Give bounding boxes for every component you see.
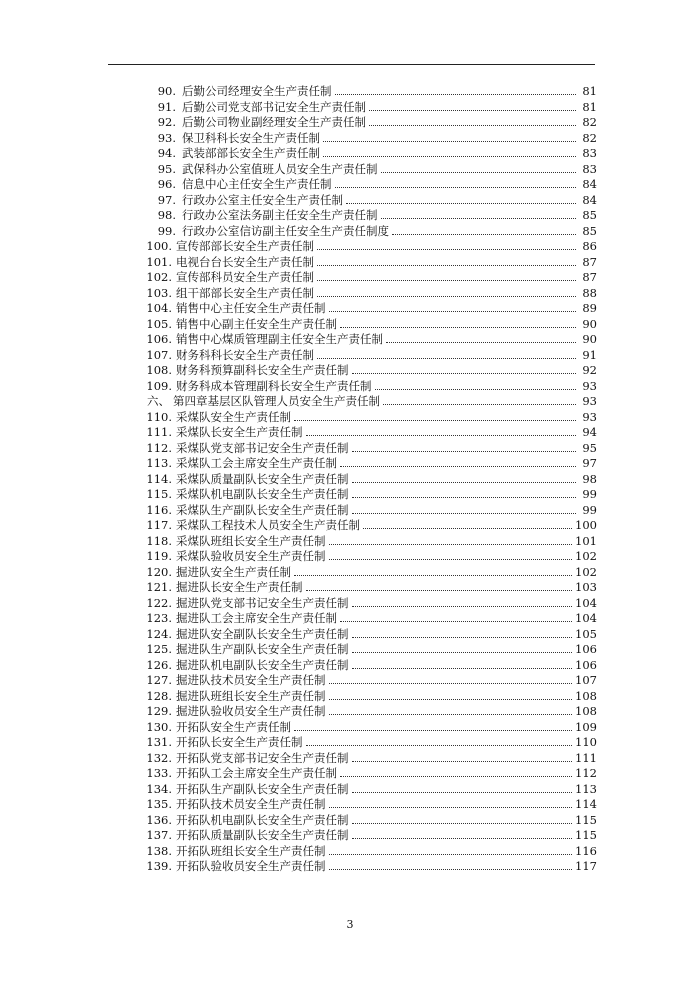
toc-entry-title: 掘进队长安全生产责任制 xyxy=(176,580,303,594)
toc-dot-leader xyxy=(340,775,572,777)
toc-entry-title: 采煤队工程技术人员安全生产责任制 xyxy=(176,518,360,532)
toc-entry-page: 102 xyxy=(575,564,597,579)
page-number: 3 xyxy=(346,918,354,931)
toc-entry-number: 99. xyxy=(157,223,176,238)
toc-entry[interactable] xyxy=(146,764,597,780)
toc-entry[interactable] xyxy=(150,206,597,222)
toc-entry[interactable] xyxy=(146,361,597,377)
toc-entry-page: 110 xyxy=(575,735,597,749)
toc-entry-title: 财务科预算副科长安全生产责任制 xyxy=(176,363,349,377)
toc-dot-leader xyxy=(306,744,573,746)
toc-entry-page: 117 xyxy=(575,859,597,873)
toc-dot-leader xyxy=(375,388,577,390)
toc-dot-leader xyxy=(352,760,573,762)
toc-dot-leader xyxy=(346,202,576,204)
toc-entry-number: 134. xyxy=(146,781,172,796)
toc-entry-number: 135. xyxy=(146,797,172,811)
toc-entry[interactable] xyxy=(146,408,597,424)
toc-entry-page: 86 xyxy=(582,239,597,253)
toc-entry[interactable] xyxy=(146,718,597,734)
toc-entry-title: 采煤队验收员安全生产责任制 xyxy=(176,549,326,563)
toc-dot-leader xyxy=(329,698,573,700)
toc-entry-number: 109. xyxy=(146,378,172,393)
toc-entry[interactable] xyxy=(146,749,597,765)
toc-dot-leader xyxy=(352,822,573,824)
toc-entry[interactable] xyxy=(146,656,597,672)
toc-entry-title: 掘进队验收员安全生产责任制 xyxy=(176,704,326,718)
toc-entry-page: 99 xyxy=(582,502,597,517)
toc-entry[interactable] xyxy=(146,826,597,842)
toc-dot-leader xyxy=(306,434,577,436)
toc-entry-page: 81 xyxy=(582,99,597,114)
toc-entry-page: 81 xyxy=(582,84,597,98)
toc-section-heading[interactable] xyxy=(147,392,597,408)
toc-entry-page: 97 xyxy=(582,456,597,470)
toc-entry-title: 销售中心副主任安全生产责任制 xyxy=(176,316,337,331)
toc-entry-title: 开拓队验收员安全生产责任制 xyxy=(176,859,326,873)
toc-entry-title: 信息中心主任安全生产责任制 xyxy=(182,177,332,191)
toc-dot-leader xyxy=(329,310,577,312)
toc-entry-title: 掘进队技术员安全生产责任制 xyxy=(176,673,326,687)
toc-entry-page: 115 xyxy=(575,812,597,827)
toc-entry-number: 116. xyxy=(146,502,172,517)
toc-entry-number: 123. xyxy=(146,611,172,625)
toc-entry-number: 90. xyxy=(157,84,176,98)
toc-entry[interactable] xyxy=(146,377,597,393)
toc-entry-title: 掘进队生产副队长安全生产责任制 xyxy=(176,642,349,656)
toc-dot-leader xyxy=(294,729,572,731)
toc-entry-page: 84 xyxy=(582,192,597,207)
toc-entry-page: 100 xyxy=(575,518,597,532)
toc-entry-number: 113. xyxy=(146,456,172,470)
toc-dot-leader xyxy=(386,341,576,343)
toc-entry-number: 111. xyxy=(146,425,172,439)
toc-entry-page: 107 xyxy=(575,673,597,687)
toc-entry[interactable] xyxy=(146,842,597,858)
toc-entry-page: 94 xyxy=(582,425,597,439)
toc-entry-title: 后勤公司经理安全生产责任制 xyxy=(182,84,332,98)
header-rule xyxy=(108,64,595,65)
toc-dot-leader xyxy=(369,124,576,126)
toc-entry-page: 93 xyxy=(582,378,597,393)
toc-entry-title: 武装部部长安全生产责任制 xyxy=(182,146,320,160)
toc-entry[interactable] xyxy=(146,423,597,439)
toc-entry-page: 91 xyxy=(582,347,597,362)
toc-entry-page: 109 xyxy=(575,719,597,734)
toc-entry-title: 开拓队班组长安全生产责任制 xyxy=(176,843,326,858)
toc-entry-page: 105 xyxy=(575,626,597,641)
toc-entry-title: 财务科科长安全生产责任制 xyxy=(176,347,314,362)
toc-dot-leader xyxy=(352,651,573,653)
toc-entry-page: 114 xyxy=(575,797,597,811)
toc-entry-number: 101. xyxy=(146,254,172,269)
toc-entry[interactable] xyxy=(146,237,597,253)
toc-dot-leader xyxy=(381,171,577,173)
toc-entry-page: 88 xyxy=(582,285,597,300)
toc-dot-leader xyxy=(369,109,576,111)
toc-entry-number: 六、 xyxy=(147,394,170,408)
toc-entry-number: 114. xyxy=(146,471,172,486)
toc-entry[interactable] xyxy=(146,795,597,811)
toc-entry-page: 101 xyxy=(575,533,597,548)
toc-entry-page: 113 xyxy=(575,781,597,796)
toc-entry[interactable] xyxy=(146,811,597,827)
toc-entry[interactable] xyxy=(146,439,597,455)
toc-entry-page: 103 xyxy=(575,580,597,594)
toc-entry-number: 102. xyxy=(146,270,172,284)
toc-entry-number: 133. xyxy=(146,766,172,780)
toc-entry-title: 后勤公司物业副经理安全生产责任制 xyxy=(182,115,366,129)
toc-dot-leader xyxy=(340,465,576,467)
toc-entry[interactable] xyxy=(146,299,597,315)
toc-entry-number: 95. xyxy=(157,161,176,176)
toc-entry[interactable] xyxy=(150,129,597,145)
toc-entry[interactable] xyxy=(150,175,597,191)
toc-entry-page: 116 xyxy=(575,843,597,858)
toc-entry-number: 97. xyxy=(157,192,176,207)
toc-entry[interactable] xyxy=(146,268,597,284)
toc-entry[interactable] xyxy=(146,315,597,331)
toc-entry-page: 93 xyxy=(582,409,597,424)
toc-entry[interactable] xyxy=(146,532,597,548)
toc-entry-number: 121. xyxy=(146,580,172,594)
toc-dot-leader xyxy=(392,233,576,235)
toc-entry-number: 138. xyxy=(146,843,172,858)
toc-dot-leader xyxy=(363,527,572,529)
toc-entry-page: 92 xyxy=(582,363,597,377)
toc-entry-title: 采煤队班组长安全生产责任制 xyxy=(176,533,326,548)
toc-dot-leader xyxy=(329,868,573,870)
toc-entry-number: 117. xyxy=(146,518,172,532)
toc-dot-leader xyxy=(383,403,576,405)
toc-entry[interactable] xyxy=(146,578,597,594)
toc-entry[interactable] xyxy=(150,191,597,207)
toc-entry-title: 采煤队生产副队长安全生产责任制 xyxy=(176,502,349,517)
toc-entry-page: 99 xyxy=(582,487,597,501)
toc-entry-page: 89 xyxy=(582,301,597,315)
toc-entry-title: 销售中心主任安全生产责任制 xyxy=(176,301,326,315)
toc-dot-leader xyxy=(352,496,577,498)
toc-entry-title: 开拓队安全生产责任制 xyxy=(176,719,291,734)
toc-dot-leader xyxy=(329,682,573,684)
toc-entry[interactable] xyxy=(146,516,597,532)
toc-entry-page: 90 xyxy=(582,316,597,331)
toc-entry-title: 后勤公司党支部书记安全生产责任制 xyxy=(182,99,366,114)
toc-entry-number: 105. xyxy=(146,316,172,331)
toc-entry-title: 采煤队安全生产责任制 xyxy=(176,409,291,424)
toc-dot-leader xyxy=(352,636,573,638)
toc-entry-number: 100. xyxy=(146,239,172,253)
toc-dot-leader xyxy=(317,264,576,266)
toc-entry-title: 开拓队长安全生产责任制 xyxy=(176,735,303,749)
toc-dot-leader xyxy=(335,186,577,188)
toc-dot-leader xyxy=(329,806,573,808)
toc-entry-number: 136. xyxy=(146,812,172,827)
toc-entry[interactable] xyxy=(146,609,597,625)
toc-dot-leader xyxy=(329,558,573,560)
toc-entry-title: 保卫科科长安全生产责任制 xyxy=(182,130,320,145)
toc-dot-leader xyxy=(294,419,576,421)
toc-entry-page: 95 xyxy=(582,440,597,455)
toc-entry-page: 106 xyxy=(575,657,597,672)
toc-entry-page: 82 xyxy=(582,115,597,129)
toc-entry-page: 82 xyxy=(582,130,597,145)
toc-entry-title: 掘进队工会主席安全生产责任制 xyxy=(176,611,337,625)
toc-entry-title: 财务科成本管理副科长安全生产责任制 xyxy=(176,378,372,393)
toc-entry-title: 开拓队机电副队长安全生产责任制 xyxy=(176,812,349,827)
toc-entry-page: 104 xyxy=(575,595,597,610)
toc-entry-page: 93 xyxy=(582,394,597,408)
toc-entry[interactable] xyxy=(146,253,597,269)
toc-entry[interactable] xyxy=(150,82,597,98)
toc-entry-page: 87 xyxy=(582,270,597,284)
toc-entry-page: 83 xyxy=(582,146,597,160)
toc-entry[interactable] xyxy=(146,501,597,517)
toc-entry[interactable] xyxy=(146,702,597,718)
toc-entry[interactable] xyxy=(146,687,597,703)
toc-entry-number: 127. xyxy=(146,673,172,687)
toc-entry[interactable] xyxy=(150,98,597,114)
toc-entry-page: 83 xyxy=(582,161,597,176)
toc-entry-title: 采煤队工会主席安全生产责任制 xyxy=(176,456,337,470)
toc-entry-title: 第四章基层区队管理人员安全生产责任制 xyxy=(173,394,380,408)
toc-entry-number: 96. xyxy=(157,177,176,191)
toc-dot-leader xyxy=(352,481,577,483)
toc-entry[interactable] xyxy=(146,330,597,346)
toc-entry[interactable] xyxy=(146,594,597,610)
toc-entry[interactable] xyxy=(146,780,597,796)
toc-entry-number: 118. xyxy=(146,533,172,548)
toc-dot-leader xyxy=(317,357,576,359)
toc-entry-number: 98. xyxy=(157,208,176,222)
toc-entry-number: 91. xyxy=(157,99,176,114)
toc-entry-number: 94. xyxy=(157,146,176,160)
toc-entry-page: 84 xyxy=(582,177,597,191)
toc-entry-number: 108. xyxy=(146,363,172,377)
toc-entry[interactable] xyxy=(146,346,597,362)
toc-entry-title: 采煤队质量副队长安全生产责任制 xyxy=(176,471,349,486)
toc-entry-title: 掘进队党支部书记安全生产责任制 xyxy=(176,595,349,610)
toc-entry-title: 采煤队长安全生产责任制 xyxy=(176,425,303,439)
toc-entry[interactable] xyxy=(146,563,597,579)
toc-entry[interactable] xyxy=(150,222,597,238)
toc-dot-leader xyxy=(329,853,573,855)
toc-entry-page: 108 xyxy=(575,704,597,718)
toc-entry-title: 开拓队质量副队长安全生产责任制 xyxy=(176,828,349,842)
toc-entry-number: 107. xyxy=(146,347,172,362)
toc-entry-number: 130. xyxy=(146,719,172,734)
toc-entry-title: 掘进队机电副队长安全生产责任制 xyxy=(176,657,349,672)
toc-entry-number: 126. xyxy=(146,657,172,672)
toc-entry-title: 采煤队机电副队长安全生产责任制 xyxy=(176,487,349,501)
toc-entry-page: 106 xyxy=(575,642,597,656)
toc-dot-leader xyxy=(329,713,573,715)
toc-dot-leader xyxy=(340,620,572,622)
toc-entry-number: 112. xyxy=(146,440,172,455)
toc-entry-title: 开拓队技术员安全生产责任制 xyxy=(176,797,326,811)
toc-entry[interactable] xyxy=(146,485,597,501)
toc-entry-title: 掘进队安全副队长安全生产责任制 xyxy=(176,626,349,641)
toc-entry-number: 106. xyxy=(146,332,172,346)
toc-entry-title: 销售中心煤质管理副主任安全生产责任制 xyxy=(176,332,383,346)
toc-entry-title: 行政办公室信访副主任安全生产责任制度 xyxy=(182,223,389,238)
toc-entry-title: 开拓队工会主席安全生产责任制 xyxy=(176,766,337,780)
toc-entry[interactable] xyxy=(150,113,597,129)
toc-entry-number: 124. xyxy=(146,626,172,641)
toc-entry-title: 开拓队生产副队长安全生产责任制 xyxy=(176,781,349,796)
toc-entry-page: 108 xyxy=(575,688,597,703)
toc-dot-leader xyxy=(323,140,576,142)
toc-entry-number: 103. xyxy=(146,285,172,300)
toc-dot-leader xyxy=(352,372,577,374)
toc-entry[interactable] xyxy=(146,470,597,486)
toc-entry-number: 119. xyxy=(146,549,172,563)
toc-entry[interactable] xyxy=(146,454,597,470)
toc-entry[interactable] xyxy=(146,671,597,687)
toc-entry-page: 111 xyxy=(575,750,597,765)
toc-entry-page: 87 xyxy=(582,254,597,269)
toc-entry-page: 112 xyxy=(575,766,597,780)
toc-entry-number: 110. xyxy=(146,409,172,424)
toc-entry-number: 131. xyxy=(146,735,172,749)
toc-entry-page: 102 xyxy=(575,549,597,563)
toc-entry-number: 104. xyxy=(146,301,172,315)
toc-dot-leader xyxy=(352,667,573,669)
toc-entry-title: 掘进队班组长安全生产责任制 xyxy=(176,688,326,703)
toc-dot-leader xyxy=(340,326,576,328)
toc-entry-number: 125. xyxy=(146,642,172,656)
toc-entry-number: 115. xyxy=(146,487,172,501)
toc-entry-title: 组干部部长安全生产责任制 xyxy=(176,285,314,300)
toc-entry-number: 128. xyxy=(146,688,172,703)
toc-dot-leader xyxy=(352,605,573,607)
toc-dot-leader xyxy=(329,543,573,545)
toc-entry-title: 掘进队安全生产责任制 xyxy=(176,564,291,579)
toc-entry-title: 电视台台长安全生产责任制 xyxy=(176,254,314,269)
toc-entry-title: 宣传部部长安全生产责任制 xyxy=(176,239,314,253)
toc-entry[interactable] xyxy=(150,160,597,176)
toc-dot-leader xyxy=(335,93,577,95)
toc-entry-title: 武保科办公室值班人员安全生产责任制 xyxy=(182,161,378,176)
toc-dot-leader xyxy=(352,837,573,839)
toc-entry-page: 85 xyxy=(582,223,597,238)
toc-entry-title: 采煤队党支部书记安全生产责任制 xyxy=(176,440,349,455)
toc-entry-page: 90 xyxy=(582,332,597,346)
toc-entry-number: 120. xyxy=(146,564,172,579)
toc-dot-leader xyxy=(352,450,577,452)
toc-dot-leader xyxy=(352,512,577,514)
toc-dot-leader xyxy=(352,791,573,793)
toc-entry-title: 行政办公室法务副主任安全生产责任制 xyxy=(182,208,378,222)
toc-entry-number: 132. xyxy=(146,750,172,765)
toc-entry-page: 85 xyxy=(582,208,597,222)
toc-entry-title: 开拓队党支部书记安全生产责任制 xyxy=(176,750,349,765)
toc-dot-leader xyxy=(317,248,576,250)
toc-entry-number: 139. xyxy=(146,859,172,873)
toc-dot-leader xyxy=(323,155,576,157)
toc-entry-title: 宣传部科员安全生产责任制 xyxy=(176,270,314,284)
toc-dot-leader xyxy=(381,217,577,219)
toc-entry[interactable] xyxy=(146,857,597,873)
toc-entry-number: 137. xyxy=(146,828,172,842)
toc-dot-leader xyxy=(294,574,572,576)
toc-entry[interactable] xyxy=(146,733,597,749)
toc-entry-number: 92. xyxy=(157,115,176,129)
toc-entry-number: 93. xyxy=(157,130,176,145)
toc-entry-page: 115 xyxy=(575,828,597,842)
toc-dot-leader xyxy=(306,589,573,591)
toc-entry[interactable] xyxy=(146,640,597,656)
toc-dot-leader xyxy=(317,295,576,297)
toc-entry-title: 行政办公室主任安全生产责任制 xyxy=(182,192,343,207)
toc-entry[interactable] xyxy=(150,144,597,160)
toc-entry-page: 98 xyxy=(582,471,597,486)
toc-entry[interactable] xyxy=(146,284,597,300)
toc-dot-leader xyxy=(317,279,576,281)
toc-entry-number: 129. xyxy=(146,704,172,718)
toc-entry-number: 122. xyxy=(146,595,172,610)
toc-entry[interactable] xyxy=(146,547,597,563)
toc-entry[interactable] xyxy=(146,625,597,641)
toc-entry-page: 104 xyxy=(575,611,597,625)
